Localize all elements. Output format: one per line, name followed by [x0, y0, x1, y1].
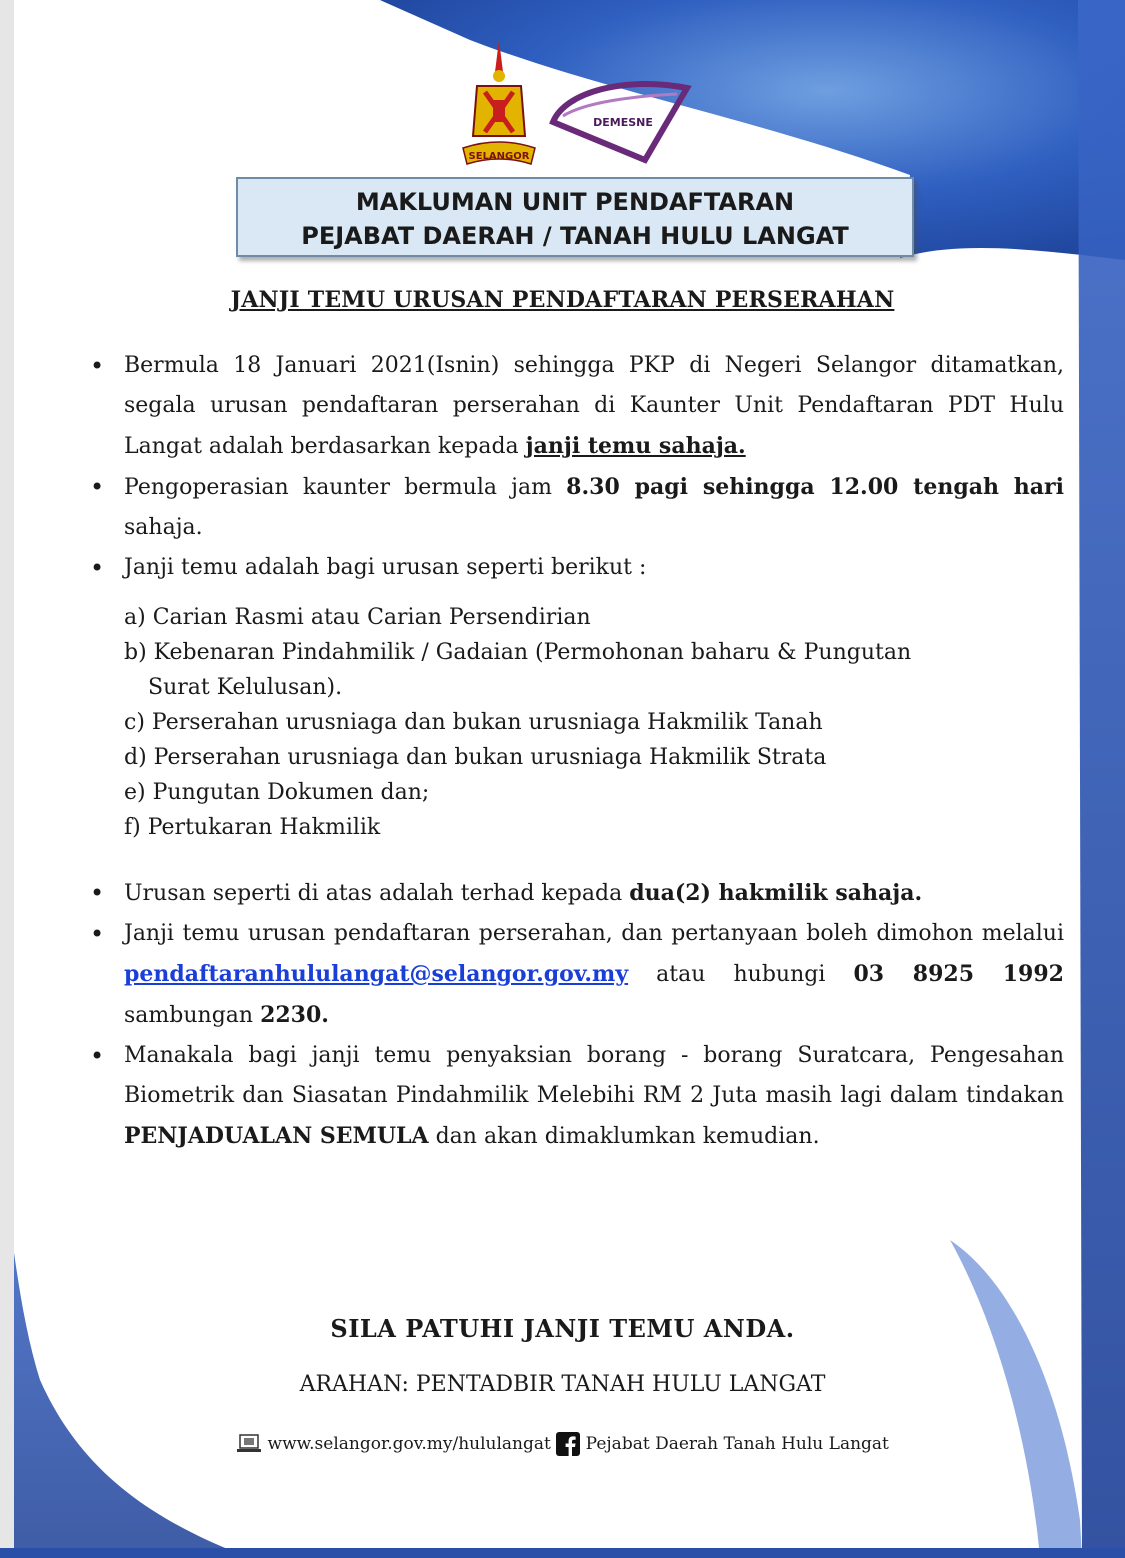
- sub-item-f: f) Pertukaran Hakmilik: [124, 815, 381, 840]
- bullet1-emphasis: janji temu sahaja.: [525, 433, 746, 459]
- bullet5-mid: atau hubungi: [628, 962, 854, 987]
- directive-line: ARAHAN: PENTADBIR TANAH HULU LANGAT: [299, 1372, 826, 1397]
- bullet-list: [88, 346, 1064, 1157]
- closing-notice: SILA PATUHI JANJI TEMU ANDA.: [330, 1314, 795, 1343]
- bullet4-text: Urusan seperti di atas adalah terhad kepada: [124, 881, 630, 906]
- bullet5-mid2: sambungan: [124, 1003, 261, 1028]
- sub-item-e: e) Pungutan Dokumen dan;: [124, 780, 430, 805]
- sub-list: [88, 600, 1064, 845]
- bullet6-text: Manakala bagi janji temu penyaksian borang - borang Suratcara, Pengesahan Biometrik dan Siasatan Pindahmilik Melebihi RM 2 Juta masih lagi dalam tindakan: [124, 1043, 1064, 1108]
- sub-item-b: b) Kebenaran Pindahmilik / Gadaian (Permohonan baharu & Pungutan: [124, 640, 912, 665]
- sub-item-c: c) Perserahan urusniaga dan bukan urusniaga Hakmilik Tanah: [124, 710, 823, 735]
- facebook-icon: [556, 1432, 580, 1456]
- bullet4-bold: dua(2) hakmilik sahaja.: [629, 880, 923, 906]
- sub-item-b-cont: Surat Kelulusan).: [148, 675, 343, 700]
- website-link[interactable]: www.selangor.gov.my/hululangat: [267, 1434, 551, 1454]
- computer-icon: [236, 1434, 262, 1454]
- bullet6-tail: dan akan dimaklumkan kemudian.: [428, 1124, 820, 1149]
- sub-item-d: d) Perserahan urusniaga dan bukan urusniaga Hakmilik Strata: [124, 745, 827, 770]
- demesne-label: DEMESNE: [593, 116, 653, 129]
- bullet2-tail: sahaja.: [124, 515, 203, 540]
- list-item: [88, 548, 1064, 588]
- bullet2-text: Pengoperasian kaunter bermula jam: [124, 475, 567, 500]
- demesne-logo-icon: [553, 84, 687, 160]
- list-item: [88, 873, 1064, 914]
- selangor-crest-icon: [463, 40, 535, 164]
- list-item: [88, 467, 1064, 548]
- extension-number: 2230.: [260, 1002, 329, 1028]
- logos: [455, 36, 715, 176]
- list-item: [88, 914, 1064, 1036]
- list-item: [88, 346, 1064, 467]
- bullet3-text: Janji temu adalah bagi urusan seperti berikut :: [124, 555, 647, 580]
- email-link[interactable]: pendaftaranhululangat@selangor.gov.my: [124, 961, 629, 987]
- header-box: [236, 177, 914, 257]
- bullet1-text: Bermula 18 Januari 2021(Isnin) sehingga PKP di Negeri Selangor ditamatkan, segala urusan pendaftaran perserahan di Kaunter Unit Pendaftaran PDT Hulu Langat adalah berdasarkan kepada: [124, 353, 1064, 459]
- sub-item-a: a) Carian Rasmi atau Carian Persendirian: [124, 605, 591, 630]
- footer: [0, 1432, 1125, 1456]
- header-line2: PEJABAT DAERAH / TANAH HULU LANGAT: [301, 222, 849, 250]
- selangor-label: SELANGOR: [468, 151, 530, 162]
- page-title: JANJI TEMU URUSAN PENDAFTARAN PERSERAHAN: [230, 287, 895, 313]
- phone-number: 03 8925 1992: [853, 961, 1064, 987]
- header-line1: MAKLUMAN UNIT PENDAFTARAN: [355, 188, 795, 216]
- facebook-page-name[interactable]: Pejabat Daerah Tanah Hulu Langat: [585, 1434, 889, 1454]
- bullet2-bold: 8.30 pagi sehingga 12.00 tengah hari: [566, 474, 1064, 500]
- bullet5-text: Janji temu urusan pendaftaran perserahan, dan pertanyaan boleh dimohon melalui: [124, 921, 1064, 946]
- list-item: [88, 1036, 1064, 1157]
- bullet6-bold: PENJADUALAN SEMULA: [124, 1123, 429, 1149]
